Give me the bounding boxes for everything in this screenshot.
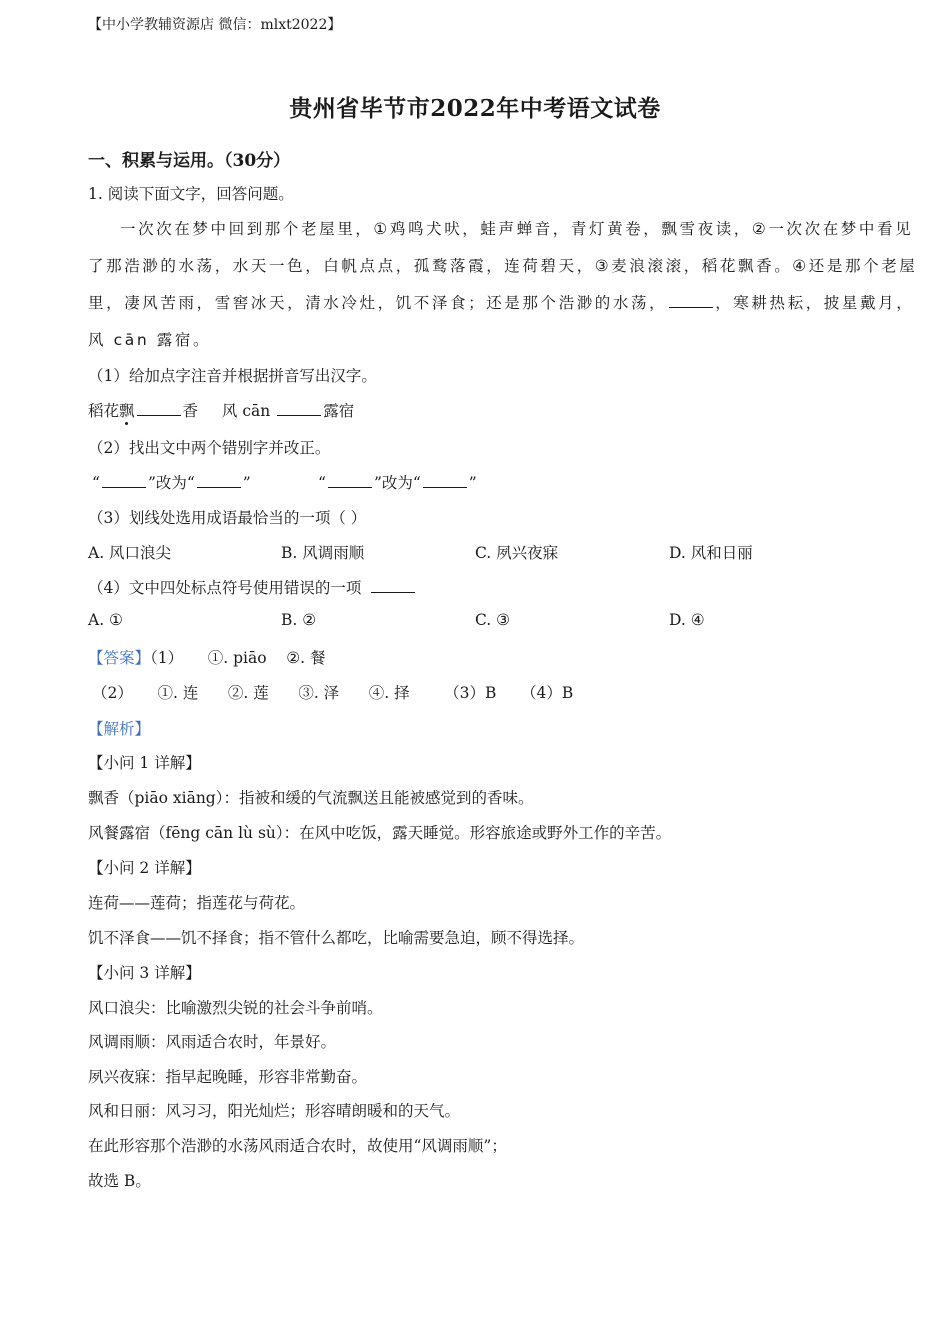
analysis-line: 在此形容那个浩渺的水荡风雨适合农时，故使用“风调雨顺”； bbox=[88, 1137, 507, 1155]
passage-line-3-tail: ，寒耕热耘，披星戴月， bbox=[715, 294, 915, 312]
quote-mid: ”改为“ bbox=[147, 474, 195, 492]
sub1-text-c: 风 cān bbox=[221, 402, 276, 420]
option-d[interactable]: D. ④ bbox=[669, 611, 705, 629]
answer-blank[interactable] bbox=[328, 475, 372, 488]
dotted-char: 飘 bbox=[119, 402, 135, 420]
analysis-label: 【解析】 bbox=[88, 720, 151, 738]
answer-blank[interactable] bbox=[371, 580, 415, 593]
passage-line-1: 一次次在梦中回到那个老屋里，①鸡鸣犬吠，蛙声蝉音，青灯黄卷，飘雪夜读，②一次次在梦中看见 bbox=[120, 220, 914, 238]
page-title: 贵州省毕节市2022年中考语文试卷 bbox=[289, 95, 661, 122]
option-a[interactable]: A. ① bbox=[88, 611, 123, 629]
option-c[interactable]: C. ③ bbox=[475, 611, 511, 629]
option-c[interactable]: C. 夙兴夜寐 bbox=[475, 544, 559, 562]
option-b[interactable]: B. 风调雨顺 bbox=[281, 544, 365, 562]
subquestion-2: （2）找出文中两个错别字并改正。 bbox=[88, 439, 331, 457]
subquestion-2-blanks-b bbox=[318, 471, 477, 493]
option-b[interactable]: B. ② bbox=[281, 611, 317, 629]
answer-text-1: （1） ①. piāo ②. 餐 bbox=[150, 649, 326, 667]
analysis-line: 风口浪尖：比喻激烈尖锐的社会斗争前哨。 bbox=[88, 999, 383, 1017]
passage-line-3 bbox=[88, 291, 914, 313]
analysis-heading-1: 【小问 1 详解】 bbox=[88, 754, 201, 772]
subquestion-3: （3）划线处选用成语最恰当的一项（ ） bbox=[88, 509, 367, 527]
analysis-heading-3: 【小问 3 详解】 bbox=[88, 964, 201, 982]
quote-mid: ”改为“ bbox=[373, 474, 421, 492]
passage-underline-blank bbox=[669, 295, 713, 308]
sub1-text-b: 香 bbox=[182, 402, 199, 420]
subquestion-2-blanks bbox=[92, 471, 251, 493]
analysis-line: 风调雨顺：风雨适合农时，年景好。 bbox=[88, 1033, 337, 1051]
answer-line-1 bbox=[88, 646, 326, 668]
analysis-conclusion: 故选 B。 bbox=[88, 1172, 151, 1190]
passage-line-4: 风 cān 露宿。 bbox=[88, 331, 212, 349]
quote-open: “ bbox=[318, 474, 326, 492]
quote-open: “ bbox=[92, 474, 100, 492]
page-header: 【中小学教辅资源店 微信：mlxt2022】 bbox=[88, 17, 342, 33]
answer-blank[interactable] bbox=[137, 403, 181, 416]
option-d[interactable]: D. 风和日丽 bbox=[669, 544, 753, 562]
passage-line-2: 了那浩渺的水荡，水天一色，白帆点点，孤鹜落霞，连荷碧天，③麦浪滚滚，稻花飘香。④还是那个老屋 bbox=[88, 257, 918, 275]
sub1-text-a: 稻花 bbox=[88, 402, 120, 420]
subquestion-4 bbox=[88, 576, 417, 598]
sub1-text-d: 露宿 bbox=[323, 402, 355, 420]
analysis-line: 连荷——莲荷；指莲花与荷花。 bbox=[88, 894, 306, 912]
analysis-line: 风餐露宿（fēng cān lù sù）：在风中吃饭，露天睡觉。形容旅途或野外工作的辛苦。 bbox=[88, 824, 672, 842]
subquestion-1-blanks bbox=[88, 399, 354, 421]
answer-blank[interactable] bbox=[102, 475, 146, 488]
analysis-heading-2: 【小问 2 详解】 bbox=[88, 859, 201, 877]
section-heading: 一、积累与运用。（30分） bbox=[88, 151, 291, 171]
answer-blank[interactable] bbox=[197, 475, 241, 488]
analysis-line: 风和日丽：风习习，阳光灿烂；形容晴朗暖和的天气。 bbox=[88, 1102, 461, 1120]
subquestion-1: （1）给加点字注音并根据拼音写出汉字。 bbox=[88, 367, 377, 385]
option-a[interactable]: A. 风口浪尖 bbox=[88, 544, 172, 562]
answer-label: 【答案】 bbox=[88, 649, 151, 667]
analysis-line: 飘香（piāo xiāng）：指被和缓的气流飘送且能被感觉到的香味。 bbox=[88, 789, 534, 807]
analysis-line: 夙兴夜寐：指早起晚睡，形容非常勤奋。 bbox=[88, 1068, 368, 1086]
subquestion-4-text: （4）文中四处标点符号使用错误的一项 bbox=[88, 579, 362, 597]
question-stem: 1. 阅读下面文字，回答问题。 bbox=[88, 185, 294, 203]
quote-close: ” bbox=[242, 474, 251, 492]
quote-close: ” bbox=[468, 474, 477, 492]
answer-blank[interactable] bbox=[423, 475, 467, 488]
passage-line-3-text: 里，凄风苦雨，雪窖冰天，清水冷灶，饥不泽食；还是那个浩渺的水荡， bbox=[88, 294, 668, 312]
answer-line-2: （2） ①. 连 ②. 莲 ③. 泽 ④. 择 （3）B （4）B bbox=[92, 684, 574, 702]
analysis-line: 饥不泽食——饥不择食；指不管什么都吃，比喻需要急迫，顾不得选择。 bbox=[88, 929, 585, 947]
answer-blank[interactable] bbox=[277, 403, 321, 416]
